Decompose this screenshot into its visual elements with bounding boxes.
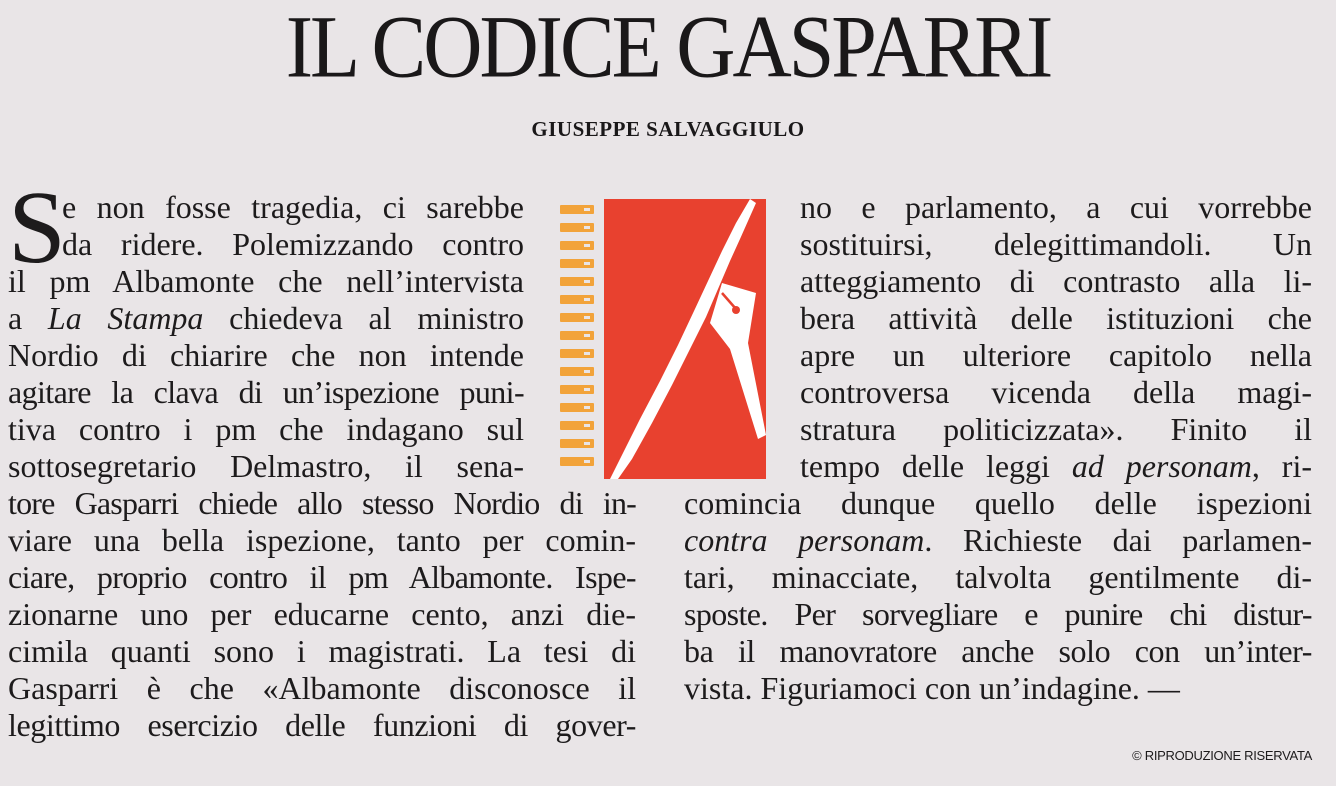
- body-line: da ridere. Polemizzando contro: [62, 226, 524, 262]
- body-line: tiva contro i pm che indagano sul: [8, 411, 524, 447]
- body-line: Nordio di chiarire che non intende: [8, 337, 524, 373]
- body-line: e non fosse tragedia, ci sarebbe: [62, 189, 524, 225]
- body-line: tore Gasparri chiede allo stesso Nordio di in-: [8, 485, 636, 521]
- body-line: [684, 522, 1312, 559]
- drop-cap: S: [8, 170, 66, 285]
- body-line: il pm Albamonte che nell’intervista: [8, 263, 524, 299]
- body-line: sottosegretario Delmastro, il sena-: [8, 448, 524, 484]
- body-text: a: [8, 300, 48, 336]
- body-line: controversa vicenda della magi-: [800, 374, 1312, 410]
- body-text: tempo delle leggi: [800, 448, 1072, 484]
- body-line: legittimo esercizio delle funzioni di gover-: [8, 707, 636, 743]
- newspaper-name: La Stampa: [47, 300, 204, 336]
- spiral-holes: [584, 208, 590, 463]
- body-line: ba il manovratore anche solo con un’inter-: [684, 633, 1312, 669]
- body-line: comincia dunque quello delle ispezioni: [684, 485, 1312, 521]
- byline: GIUSEPPE SALVAGGIULO: [531, 117, 805, 141]
- body-text: chiedeva al ministro: [203, 300, 525, 336]
- body-line: agitare la clava di un’ispezione puni-: [8, 374, 524, 410]
- body-line: no e parlamento, a cui vorrebbe: [800, 189, 1312, 225]
- body-line: bera attività delle istituzioni che: [800, 300, 1312, 336]
- body-line: stratura politicizzata». Finito il: [800, 411, 1312, 447]
- notebook-fountain-pen-icon: [560, 199, 766, 479]
- body-line: [8, 300, 524, 337]
- headline: IL CODICE GASPARRI: [285, 0, 1051, 96]
- nib-breather-hole: [732, 306, 740, 314]
- body-line: Gasparri è che «Albamonte disconosce il: [8, 670, 636, 706]
- body-text: , ri-: [1251, 448, 1313, 484]
- body-line: sposte. Per sorvegliare e punire chi distur-: [684, 596, 1312, 632]
- body-line: zionarne uno per educarne cento, anzi die-: [8, 596, 636, 632]
- body-line: vista. Figuriamoci con un’indagine. —: [684, 670, 1180, 706]
- body-text: . Richieste dai parlamen-: [924, 522, 1313, 558]
- body-line: cimila quanti sono i magistrati. La tesi di: [8, 633, 636, 669]
- body-line: tari, minacciate, talvolta gentilmente di-: [684, 559, 1312, 595]
- body-line: sostituirsi, delegittimandoli. Un: [800, 226, 1312, 262]
- body-line: [800, 448, 1312, 485]
- body-line: apre un ulteriore capitolo nella: [800, 337, 1312, 373]
- body-line: atteggiamento di contrasto alla li-: [800, 263, 1312, 299]
- latin-phrase: ad personam: [1071, 448, 1252, 484]
- body-line: viare una bella ispezione, tanto per comin-: [8, 522, 636, 558]
- copyright-notice: © RIPRODUZIONE RISERVATA: [1132, 748, 1312, 763]
- body-line: ciare, proprio contro il pm Albamonte. Ispe-: [8, 559, 636, 595]
- latin-phrase: contra personam: [684, 522, 925, 558]
